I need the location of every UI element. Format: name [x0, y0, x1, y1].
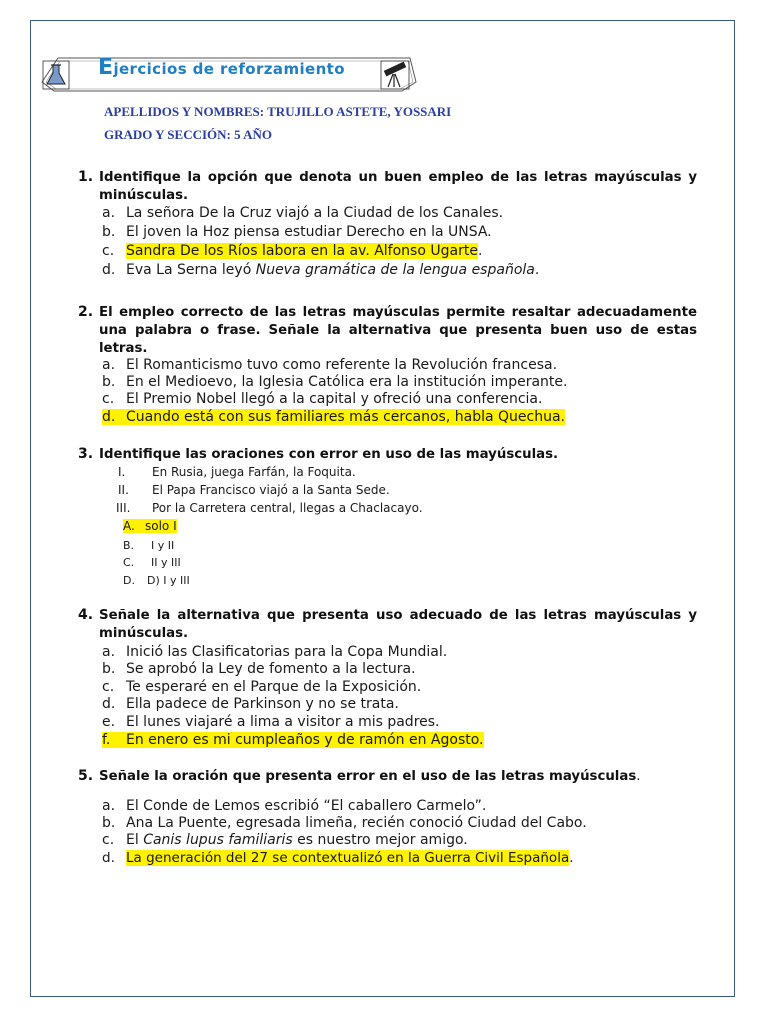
grade-section-line: GRADO Y SECCIÓN: 5 AÑO [104, 127, 273, 142]
question-text: Identifique la opción que denota un buen empleo de las letras mayúsculas y minúsculas. [99, 170, 697, 203]
option-3c: C. II y III [123, 556, 181, 569]
option-4b: b. Se aprobó la Ley de fomento a la lectura. [102, 661, 416, 677]
option-5c: c. El Canis lupus familiaris es nuestro mejor amigo. [102, 832, 468, 848]
question-number: 1. [78, 169, 94, 185]
option-1c: c. Sandra De los Ríos labora en la av. Alfonso Ugarte. [102, 243, 483, 259]
option-4d: d. Ella padece de Parkinson y no se trata. [102, 696, 399, 712]
question-text: El empleo correcto de las letras mayúsculas permite resaltar adecuadamente una palabra o frase. Señale la alternativa que presenta buen uso de estas letras. [99, 305, 697, 356]
highlighted-answer: f. En enero es mi cumpleaños y de ramón en Agosto. [102, 732, 484, 748]
option-4e: e. El lunes viajaré a lima a visitor a mis padres. [102, 714, 440, 730]
question-text: Identifique las oraciones con error en uso de las mayúsculas. [99, 447, 559, 462]
statement-iii: III. Por la Carretera central, llegas a Chaclacayo. [116, 501, 423, 515]
question-number: 5. [78, 768, 94, 784]
question-number: 4. [78, 607, 94, 623]
option-5a: a. El Conde de Lemos escribió “El caballero Carmelo”. [102, 798, 487, 814]
option-2c: c. El Premio Nobel llegó a la capital y ofreció una conferencia. [102, 391, 543, 407]
highlighted-answer: d. Cuando está con sus familiares más cercanos, habla Quechua. [102, 409, 565, 425]
banner-title: Ejercicios de reforzamiento [98, 55, 345, 80]
question-number: 2. [78, 304, 94, 320]
option-3b: B. I y II [123, 539, 175, 552]
option-2d [102, 409, 565, 426]
highlighted-answer: La generación del 27 se contextualizó en la Guerra Civil Española [126, 850, 570, 866]
highlighted-answer: Sandra De los Ríos labora en la av. Alfonso Ugarte [126, 243, 478, 259]
statement-ii: II. El Papa Francisco viajó a la Santa Sede. [118, 483, 390, 497]
highlighted-answer: A. solo I [123, 519, 177, 533]
question-text: Señale la alternativa que presenta uso adecuado de las letras mayúsculas y minúsculas. [99, 608, 697, 641]
statement-i: I. En Rusia, juega Farfán, la Foquita. [118, 465, 356, 479]
option-2a: a. El Romanticismo tuvo como referente la Revolución francesa. [102, 357, 558, 373]
option-4a: a. Inició las Clasificatorias para la Copa Mundial. [102, 644, 448, 660]
option-1b: b. El joven la Hoz piensa estudiar Derecho en la UNSA. [102, 224, 492, 240]
telescope-icon [381, 61, 409, 89]
option-1d: d. Eva La Serna leyó Nueva gramática de la lengua española. [102, 262, 540, 278]
question-number: 3. [78, 446, 94, 462]
option-3d: D. D) I y III [123, 574, 190, 587]
option-2b: b. En el Medioevo, la Iglesia Católica era la institución imperante. [102, 374, 568, 390]
option-5d: d. La generación del 27 se contextualizó en la Guerra Civil Española. [102, 850, 574, 866]
question-text: Señale la oración que presenta error en el uso de las letras mayúsculas. [99, 769, 641, 784]
option-5b: b. Ana La Puente, egresada limeña, recién conoció Ciudad del Cabo. [102, 815, 587, 831]
option-4c: c. Te esperaré en el Parque de la Exposición. [102, 679, 422, 695]
option-1a: a. La señora De la Cruz viajó a la Ciudad de los Canales. [102, 205, 504, 221]
option-4f [102, 732, 484, 749]
student-name-line: APELLIDOS Y NOMBRES: TRUJILLO ASTETE, YOSSARI [104, 104, 452, 119]
option-3a [123, 518, 177, 535]
